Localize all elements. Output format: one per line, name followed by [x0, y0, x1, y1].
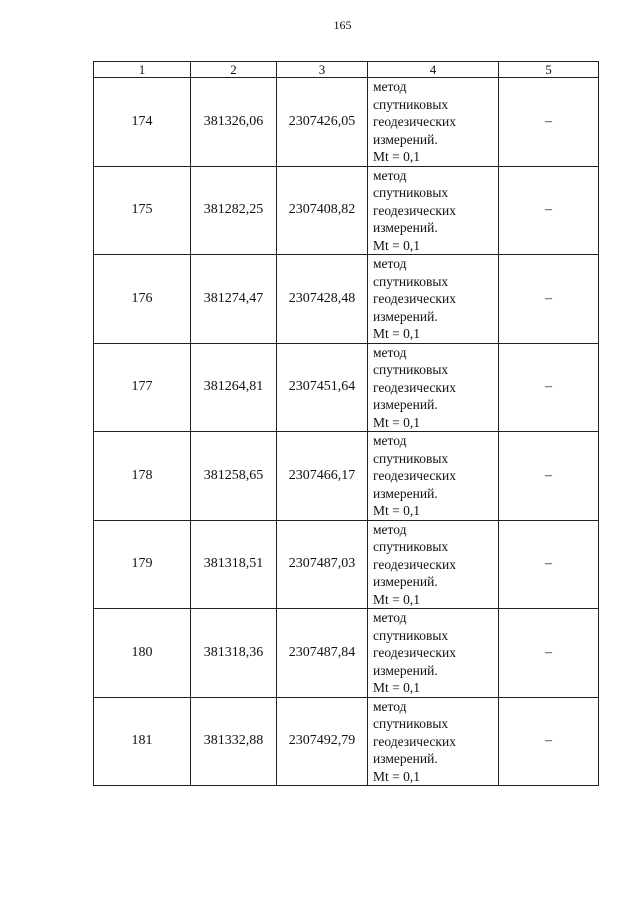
method-line: спутниковых [373, 96, 449, 112]
table-row [94, 697, 599, 786]
y-coordinate-cell: 2307492,79 [277, 697, 368, 786]
point-number-cell: 176 [94, 255, 191, 344]
method-line: спутниковых [373, 273, 449, 289]
method-cell [368, 697, 499, 786]
point-number-cell: 177 [94, 343, 191, 432]
method-line: метод [373, 167, 407, 183]
table-row [94, 78, 599, 167]
method-line: геодезических [373, 556, 456, 572]
method-line: измерений. [373, 308, 438, 324]
point-number-cell: 174 [94, 78, 191, 167]
x-coordinate-cell: 381258,65 [191, 432, 277, 521]
point-number-cell: 178 [94, 432, 191, 521]
method-line: измерений. [373, 574, 438, 589]
point-number-cell: 180 [94, 609, 191, 698]
x-coordinate-cell: 381318,36 [191, 609, 277, 698]
column-header: 3 [277, 62, 368, 78]
x-coordinate-cell: 381326,06 [191, 78, 277, 167]
method-line: измерений. [373, 397, 438, 412]
table-row [94, 609, 599, 698]
y-coordinate-cell: 2307487,84 [277, 609, 368, 698]
method-line: геодезических [373, 733, 456, 749]
method-line: геодезических [373, 468, 456, 483]
note-cell: – [499, 432, 599, 521]
table-row [94, 166, 599, 255]
method-line: геодезических [373, 202, 456, 218]
page-number: 165 [333, 18, 352, 32]
method-line: измерений. [373, 220, 438, 235]
method-line: измерений. [373, 485, 438, 501]
method-line: метод [373, 344, 407, 360]
method-line: Mt = 0,1 [373, 237, 420, 253]
method-line: метод [373, 433, 407, 448]
method-line: метод [373, 79, 407, 94]
note-cell: – [499, 166, 599, 255]
table-row [94, 432, 599, 521]
method-line: Mt = 0,1 [373, 503, 420, 518]
point-number-cell: 175 [94, 166, 191, 255]
method-cell [368, 166, 499, 255]
note-cell: – [499, 343, 599, 432]
column-header: 4 [368, 62, 499, 78]
method-line: Mt = 0,1 [373, 326, 420, 341]
method-line: измерений. [373, 131, 438, 147]
x-coordinate-cell: 381274,47 [191, 255, 277, 344]
method-line: измерений. [373, 751, 438, 766]
method-line: Mt = 0,1 [373, 149, 420, 164]
note-cell: – [499, 697, 599, 786]
column-header: 2 [191, 62, 277, 78]
table-header-row [94, 62, 599, 78]
method-cell [368, 343, 499, 432]
note-cell: – [499, 520, 599, 609]
point-number-cell: 179 [94, 520, 191, 609]
y-coordinate-cell: 2307428,48 [277, 255, 368, 344]
method-line: измерений. [373, 662, 438, 678]
note-cell: – [499, 609, 599, 698]
y-coordinate-cell: 2307466,17 [277, 432, 368, 521]
column-header: 5 [499, 62, 599, 78]
method-cell [368, 520, 499, 609]
coordinates-table [93, 61, 599, 786]
method-line: метод [373, 521, 407, 537]
y-coordinate-cell: 2307451,64 [277, 343, 368, 432]
method-line: Mt = 0,1 [373, 591, 420, 607]
table-row [94, 520, 599, 609]
method-line: метод [373, 698, 407, 714]
y-coordinate-cell: 2307426,05 [277, 78, 368, 167]
y-coordinate-cell: 2307408,82 [277, 166, 368, 255]
method-cell [368, 255, 499, 344]
method-line: спутниковых [373, 539, 449, 554]
method-line: геодезических [373, 291, 456, 306]
method-cell [368, 609, 499, 698]
method-cell [368, 78, 499, 167]
y-coordinate-cell: 2307487,03 [277, 520, 368, 609]
method-line: Mt = 0,1 [373, 414, 420, 430]
method-line: метод [373, 610, 407, 625]
x-coordinate-cell: 381282,25 [191, 166, 277, 255]
method-line: спутниковых [373, 450, 449, 466]
x-coordinate-cell: 381318,51 [191, 520, 277, 609]
table-row [94, 343, 599, 432]
table-row [94, 255, 599, 344]
method-line: спутниковых [373, 185, 449, 200]
x-coordinate-cell: 381264,81 [191, 343, 277, 432]
method-line: спутниковых [373, 627, 449, 643]
method-line: геодезических [373, 379, 456, 395]
method-cell [368, 432, 499, 521]
method-line: спутниковых [373, 716, 449, 731]
method-line: Mt = 0,1 [373, 768, 420, 784]
method-line: геодезических [373, 645, 456, 660]
x-coordinate-cell: 381332,88 [191, 697, 277, 786]
point-number-cell: 181 [94, 697, 191, 786]
method-line: спутниковых [373, 362, 449, 377]
note-cell: – [499, 255, 599, 344]
method-line: метод [373, 256, 407, 271]
method-line: геодезических [373, 114, 456, 129]
method-line: Mt = 0,1 [373, 680, 420, 695]
column-header: 1 [94, 62, 191, 78]
note-cell: – [499, 78, 599, 167]
